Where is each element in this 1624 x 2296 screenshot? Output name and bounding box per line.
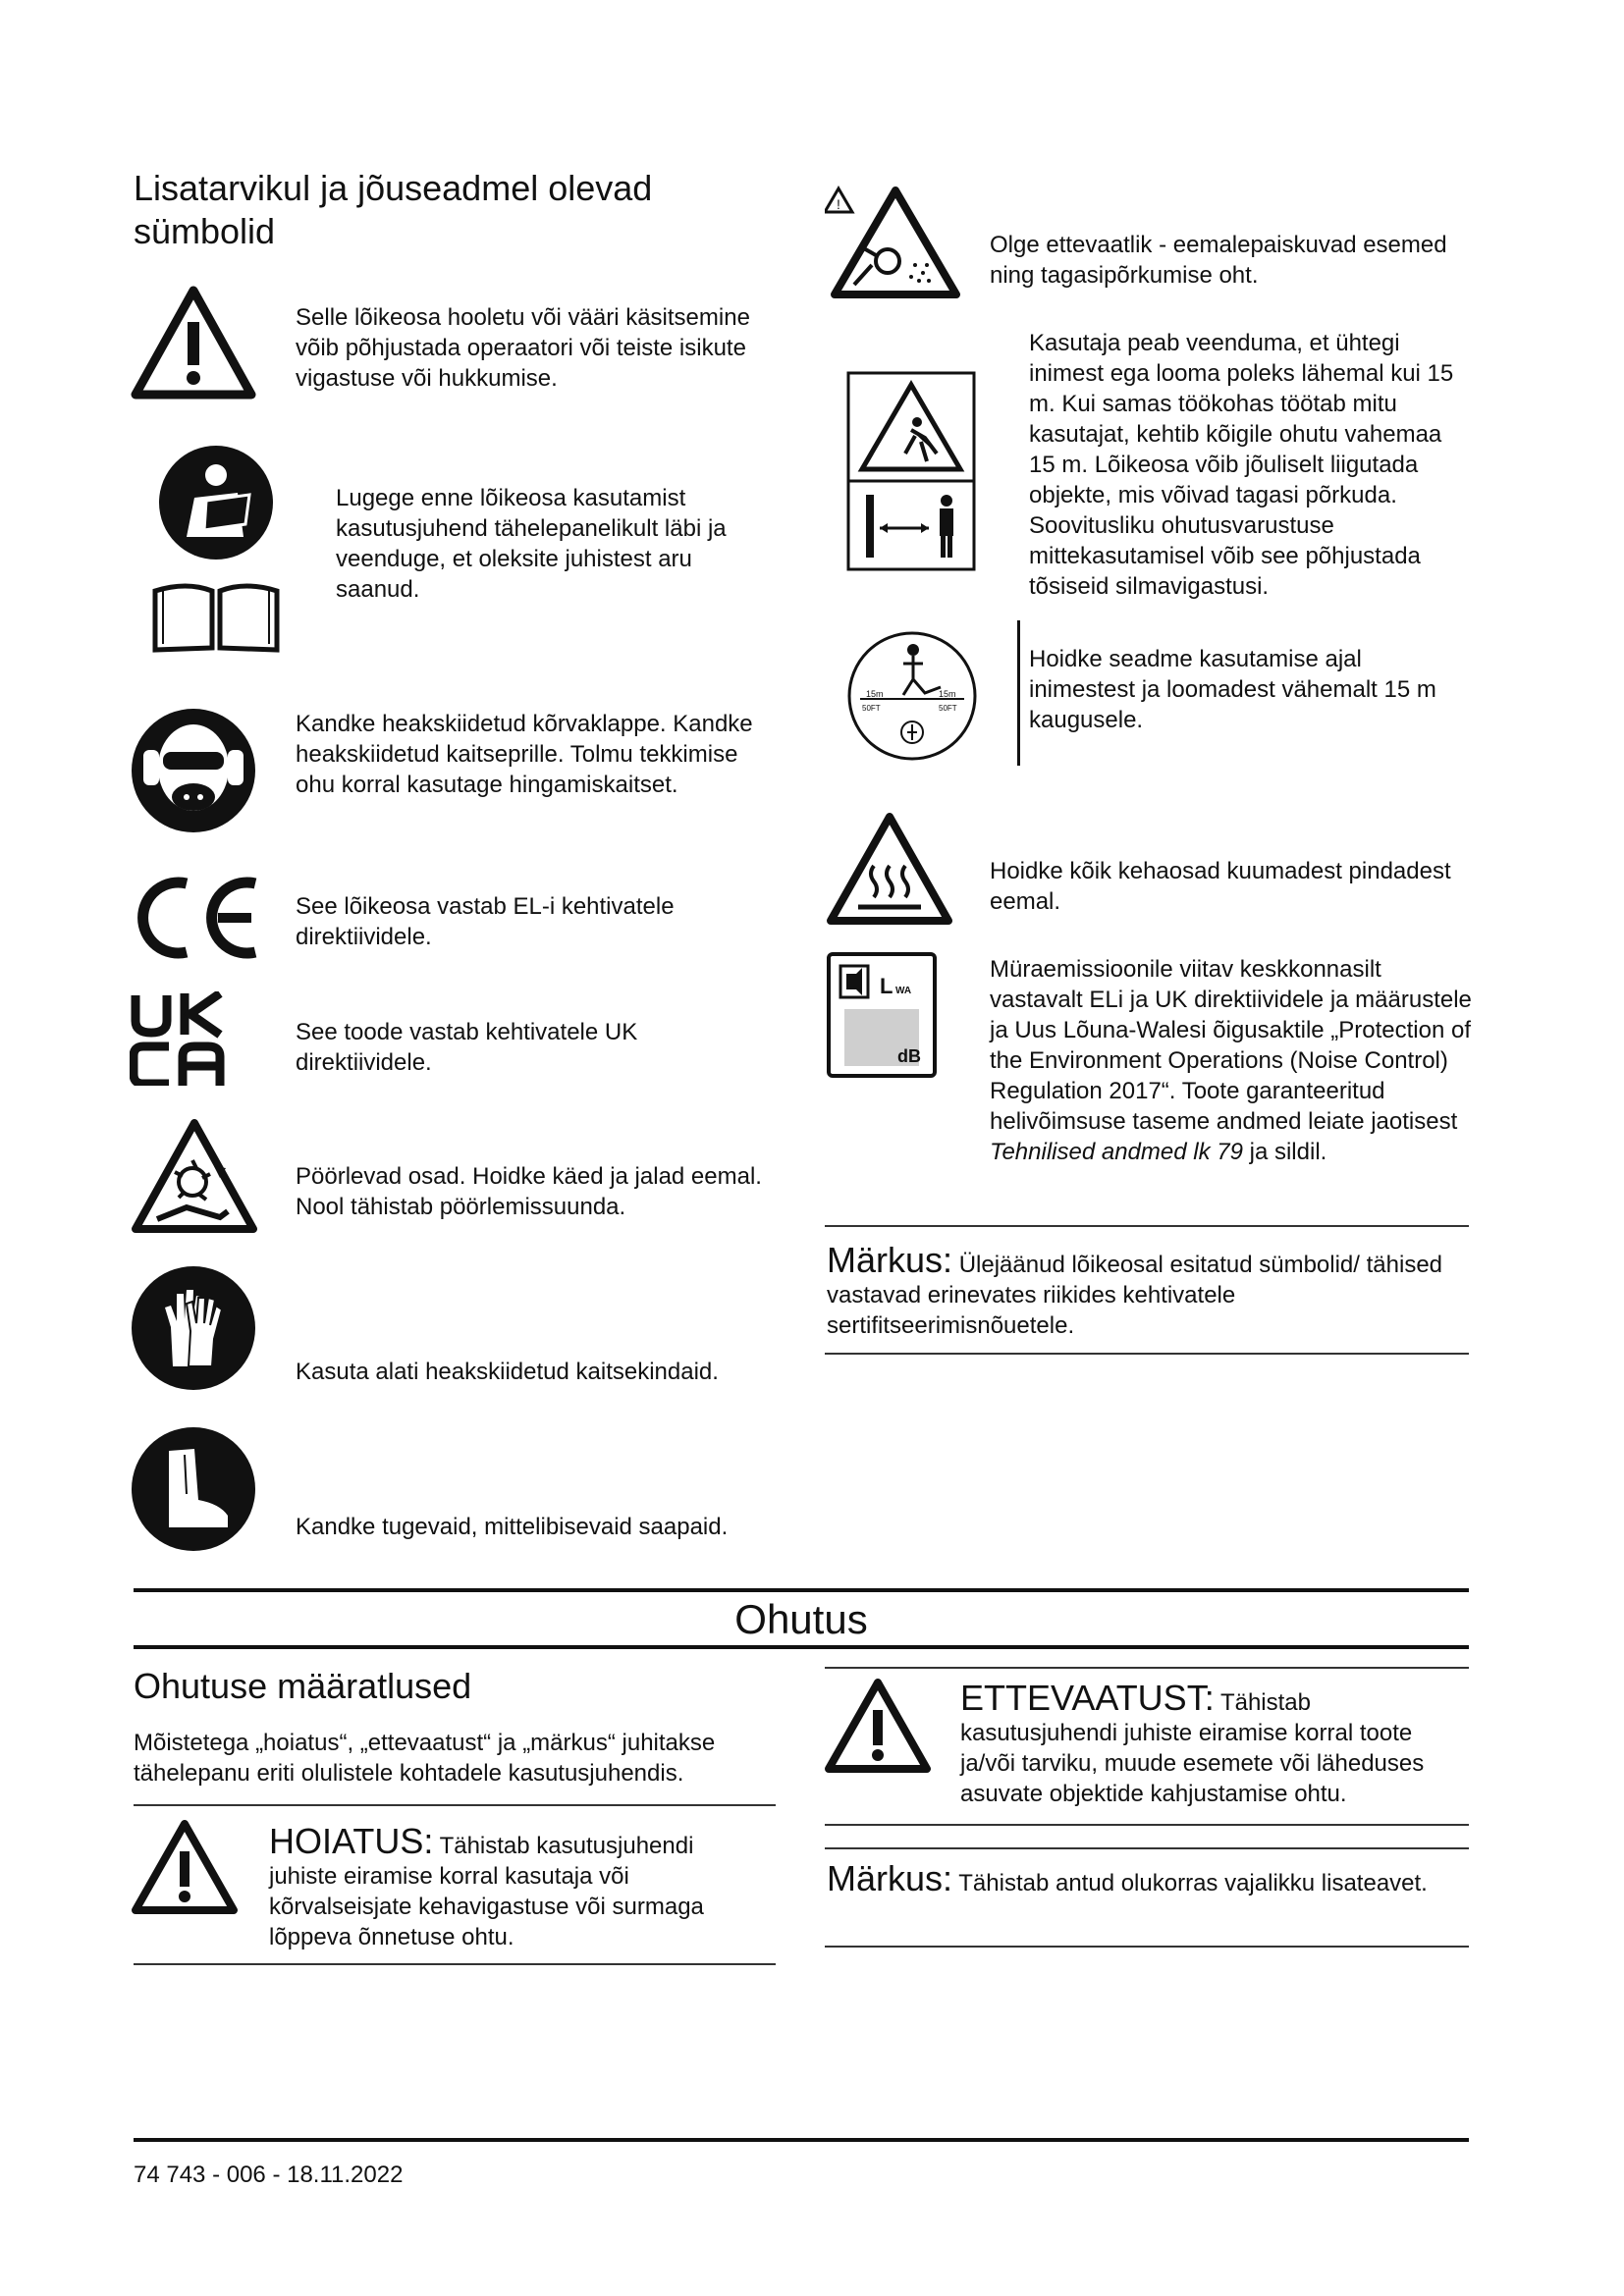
noise-tail: ja sildil.: [1249, 1139, 1327, 1165]
warning-block: [269, 1822, 760, 1952]
symbol-text-7: Kasuta alati heakskiidetud kaitsekindaid.: [296, 1359, 719, 1385]
symbols-title: Lisatarvikul ja jõuseadmel olevad sümbolid: [134, 168, 653, 251]
caution-block: [960, 1679, 1471, 1809]
footer-doc-id: 74 743 - 006 - 18.11.2022: [134, 2162, 404, 2188]
symbol-text-1: Selle lõikeosa hooletu või vääri käsitsemine võib põhjustada operaatori või teiste isikute vigastuse või hukkumise.: [296, 304, 750, 392]
note-rule-top: [825, 1225, 1469, 1227]
section-rule-top: [134, 1588, 1469, 1592]
warning-label: HOIATUS:: [269, 1821, 434, 1861]
noise-db-label: dB: [897, 1046, 921, 1066]
symbol-text-8: Kandke tugevaid, mittelibisevaid saapaid.: [296, 1514, 729, 1540]
definitions-title: Ohutuse määratlused: [134, 1666, 472, 1706]
footer-rule: [134, 2138, 1469, 2142]
hot-surface-icon: [825, 811, 954, 927]
warning-text: Tähistab kasutusjuhendi juhiste eiramise korral kasutaja või kõrvalseisjate kehavigastuse või surmaga lõppeva õnnetuse ohtu.: [269, 1833, 704, 1950]
warning-icon: [130, 1818, 240, 1916]
definitions-intro: Mõistetega „hoiatus“, „ettevaatust“ ja „märkus“ juhitakse tähelepanu eriti olulistele kohtadele kasutusjuhendis.: [134, 1730, 716, 1787]
read-manual-icon: [147, 444, 285, 660]
caution-rule-bottom: [825, 1824, 1469, 1826]
noise-lwa-sub-label: WA: [895, 986, 912, 996]
symbol-text-3: Kandke heakskiidetud kõrvaklappe. Kandke heakskiidetud kaitseprille. Tolmu tekkimise ohu korral kasutage hingamiskaitset.: [296, 711, 753, 798]
warning-rule-top: [134, 1804, 776, 1806]
warning-rule-bottom: [134, 1963, 776, 1965]
caution-rule-top: [825, 1667, 1469, 1669]
distance-15m-icon: [846, 630, 978, 762]
ear-eye-respiratory-protection-icon: [130, 707, 257, 834]
symbol-text-11: Hoidke seadme kasutamise ajal inimestest ja loomadest vähemalt 15 m kaugusele.: [1029, 646, 1436, 733]
warning-triangle-icon: [130, 285, 257, 400]
distance-label-right: 15m: [939, 689, 956, 699]
symbols-note: [827, 1241, 1467, 1341]
caution-icon: [823, 1677, 933, 1775]
noise-text: Müraemissioonile viitav keskkonnasilt vastavalt ELi ja UK direktiividele ja määrustele ja Uus Lõuna-Walesi õigusaktile „Protection of the Environment Operations (Noise Control) Regulation 2017“. Toote garanteeritud helivõimsuse taseme andmed leiate jaotisest: [990, 956, 1472, 1135]
symbols-note-label: Märkus:: [827, 1240, 953, 1280]
ukca-mark-icon: [130, 991, 228, 1086]
noise-text-block: [990, 954, 1479, 1167]
symbol-text-12: Hoidke kõik kehaosad kuumadest pindadest eemal.: [990, 858, 1451, 915]
thrown-objects-icon: [825, 183, 962, 300]
noise-lwa-label: L: [880, 974, 893, 998]
symbol-text-9: Olge ettevaatlik - eemalepaiskuvad esemed ning tagasipõrkumise oht.: [990, 232, 1447, 289]
distance-label-left-ft: 50FT: [862, 704, 881, 713]
safety-note-rule-bottom: [825, 1946, 1469, 1948]
boots-icon: [130, 1425, 257, 1553]
symbol-text-2: Lugege enne lõikeosa kasutamist kasutusjuhend tähelepanelikult läbi ja veenduge, et oleksite juhistest aru saanud.: [336, 485, 727, 603]
rotating-parts-icon: [130, 1117, 259, 1235]
distance-label-left: 15m: [866, 689, 884, 699]
caution-label: ETTEVAATUST:: [960, 1678, 1215, 1718]
symbol-text-5: See toode vastab kehtivatele UK direktiividele.: [296, 1019, 638, 1076]
note-rule-bottom: [825, 1353, 1469, 1355]
symbol-text-6: Pöörlevad osad. Hoidke käed ja jalad eemal. Nool tähistab pöörlemissuunda.: [296, 1163, 762, 1220]
svg-text:!: !: [837, 196, 840, 212]
distance-label-right-ft: 50FT: [939, 704, 957, 713]
symbol-text-10: Kasutaja peab veenduma, et ühtegi inimest ega looma poleks lähemal kui 15 m. Kui samas töökohas töötab mitu kasutajat, kehtib kõigile ohutu vahemaa 15 m. Lõikeosa võib jõuliselt liigutada objekte, mis võivad tagasi põrkuda. Soovitusliku ohutusvarustuse mittekasutamisel võib see põhjustada tõsiseid silmavigastusi.: [1029, 330, 1454, 600]
noise-tech-data-link[interactable]: Tehnilised andmed lk 79: [990, 1139, 1243, 1165]
section-heading: Ohutus: [734, 1596, 868, 1642]
section-rule-bottom: [134, 1645, 1469, 1649]
symbol-text-4: See lõikeosa vastab EL-i kehtivatele direktiividele.: [296, 893, 675, 950]
ce-mark-icon: [130, 874, 262, 962]
safety-note-label: Märkus:: [827, 1858, 953, 1898]
symbols-note-text: Ülejäänud lõikeosal esitatud sümbolid/ tähised vastavad erinevates riikides kehtivatele sertifitseerimisnõuetele.: [827, 1252, 1443, 1339]
noise-emission-icon: [827, 952, 937, 1078]
safety-note: [827, 1859, 1467, 1898]
caution-text: Tähistab kasutusjuhendi juhiste eiramise korral toote ja/või tarviku, muude esemete või läheduses asuvate objektide kahjustamise ohtu.: [960, 1689, 1425, 1807]
safety-note-rule-top: [825, 1847, 1469, 1849]
safety-distance-icon: [846, 371, 976, 571]
gloves-icon: [130, 1264, 257, 1392]
distance-divider: [1017, 620, 1020, 766]
safety-note-text: Tähistab antud olukorras vajalikku lisateavet.: [958, 1870, 1428, 1896]
